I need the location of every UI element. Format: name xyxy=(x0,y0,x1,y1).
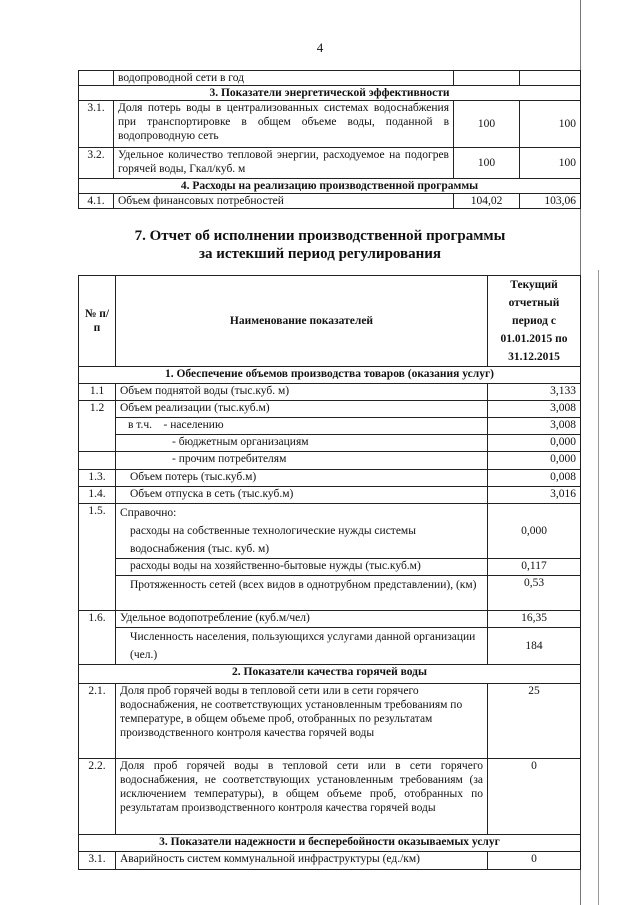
row-value: 100 xyxy=(520,148,581,179)
program-report-table xyxy=(78,275,581,870)
row-value: 100 xyxy=(454,148,520,179)
row-value: 104,02 xyxy=(454,194,520,209)
scan-line xyxy=(598,270,599,905)
row-value: 0,53 xyxy=(488,576,581,611)
row-name: в т.ч. - населению xyxy=(116,418,488,435)
row-value: 0 xyxy=(488,759,581,835)
row-value: 3,133 xyxy=(488,384,581,401)
row-name: Удельное водопотребление (куб.м/чел) xyxy=(116,611,488,628)
row-value: 0,117 xyxy=(488,559,581,576)
row-name: - прочим потребителям xyxy=(116,452,488,470)
row-value: 25 xyxy=(488,684,581,759)
header-period: Текущий отчетный период с 01.01.2015 по 31.12.2015 xyxy=(488,276,581,367)
row-name: расходы на собственные технологические нужды системы водоснабжения (тыс. куб. м) xyxy=(130,525,416,555)
page-number: 4 xyxy=(316,40,324,55)
row-value: 103,06 xyxy=(520,194,581,209)
row-value: 184 xyxy=(488,628,581,665)
row-name: Объем реализации (тыс.куб.м) xyxy=(116,401,488,418)
row-value: 100 xyxy=(454,101,520,148)
section-header: 4. Расходы на реализацию производственной программы xyxy=(79,179,581,194)
row-name: Доля потерь воды в централизованных системах водоснабжения при транспортировке в общем объеме воды, поданной в водопроводную сеть xyxy=(114,101,454,148)
row-number: 1.1 xyxy=(79,384,116,401)
row-value: 3,016 xyxy=(488,487,581,504)
row-name: Объем поднятой воды (тыс.куб. м) xyxy=(116,384,488,401)
section-header: 2. Показатели качества горячей воды xyxy=(79,665,581,684)
row-number: 2.2. xyxy=(79,759,116,835)
row-number: 1.6. xyxy=(79,611,116,665)
row-name: Аварийность систем коммунальной инфраструктуры (ед./км) xyxy=(116,852,488,870)
row-name: Объем финансовых потребностей xyxy=(114,194,454,209)
cell-text: водопроводной сети в год xyxy=(114,71,454,86)
section-header: 3. Показатели энергетической эффективности xyxy=(79,86,581,101)
row-value: 0,000 xyxy=(488,435,581,452)
section-header: 1. Обеспечение объемов производства товаров (оказания услуг) xyxy=(79,367,581,384)
row-number: 1.5. xyxy=(79,504,116,611)
row-name: Доля проб горячей воды в тепловой сети или в сети горячего водоснабжения, не соответствующих установленным требованиям (за исключением температуры), в общем объеме проб, отобранных по результатам производственного контроля качества горячей воды xyxy=(116,759,488,835)
row-number: 1.2 xyxy=(79,401,116,452)
row-name: Численность населения, пользующихся услугами данной организации (чел.) xyxy=(116,628,488,665)
row-number: 3.1. xyxy=(79,101,114,148)
row-value: 0 xyxy=(488,852,581,870)
header-num: № п/п xyxy=(79,276,116,367)
section-subtitle: за истекший период регулирования xyxy=(198,246,442,262)
row-value: 0,000 xyxy=(488,452,581,470)
section-title: 7. Отчет об исполнении производственной программы xyxy=(134,228,506,244)
row-value: 100 xyxy=(520,101,581,148)
row-name: Удельное количество тепловой энергии, расходуемое на подогрев горячей воды, Гкал/куб. м xyxy=(114,148,454,179)
row-name: - бюджетным организациям xyxy=(116,435,488,452)
header-name: Наименование показателей xyxy=(116,276,488,367)
row-number: 4.1. xyxy=(79,194,114,209)
row-value: 3,008 xyxy=(488,401,581,418)
row-name: Доля проб горячей воды в тепловой сети или в сети горячего водоснабжения, не соответствующих установленным требованиям по температуре, в общем объеме проб, отобранных по результатам производственного контроля качества горячей воды xyxy=(116,684,488,759)
energy-efficiency-table xyxy=(78,70,581,209)
section-header: 3. Показатели надежности и бесперебойности оказываемых услуг xyxy=(79,835,581,852)
row-name: расходы воды на хозяйственно-бытовые нужды (тыс.куб.м) xyxy=(116,559,488,576)
row-name: Объем отпуска в сеть (тыс.куб.м) xyxy=(116,487,488,504)
row-name: Объем потерь (тыс.куб.м) xyxy=(116,470,488,487)
row-number: 2.1. xyxy=(79,684,116,759)
row-value: 3,008 xyxy=(488,418,581,435)
row-name: Протяженность сетей (всех видов в однотрубном представлении), (км) xyxy=(116,576,488,611)
row-value: 0,008 xyxy=(488,470,581,487)
row-number: 3.1. xyxy=(79,852,116,870)
row-label: Справочно: xyxy=(120,507,177,519)
row-number: 1.4. xyxy=(79,487,116,504)
row-value: 0,000 xyxy=(488,504,581,559)
row-number: 3.2. xyxy=(79,148,114,179)
row-number: 1.3. xyxy=(79,470,116,487)
row-value: 16,35 xyxy=(488,611,581,628)
